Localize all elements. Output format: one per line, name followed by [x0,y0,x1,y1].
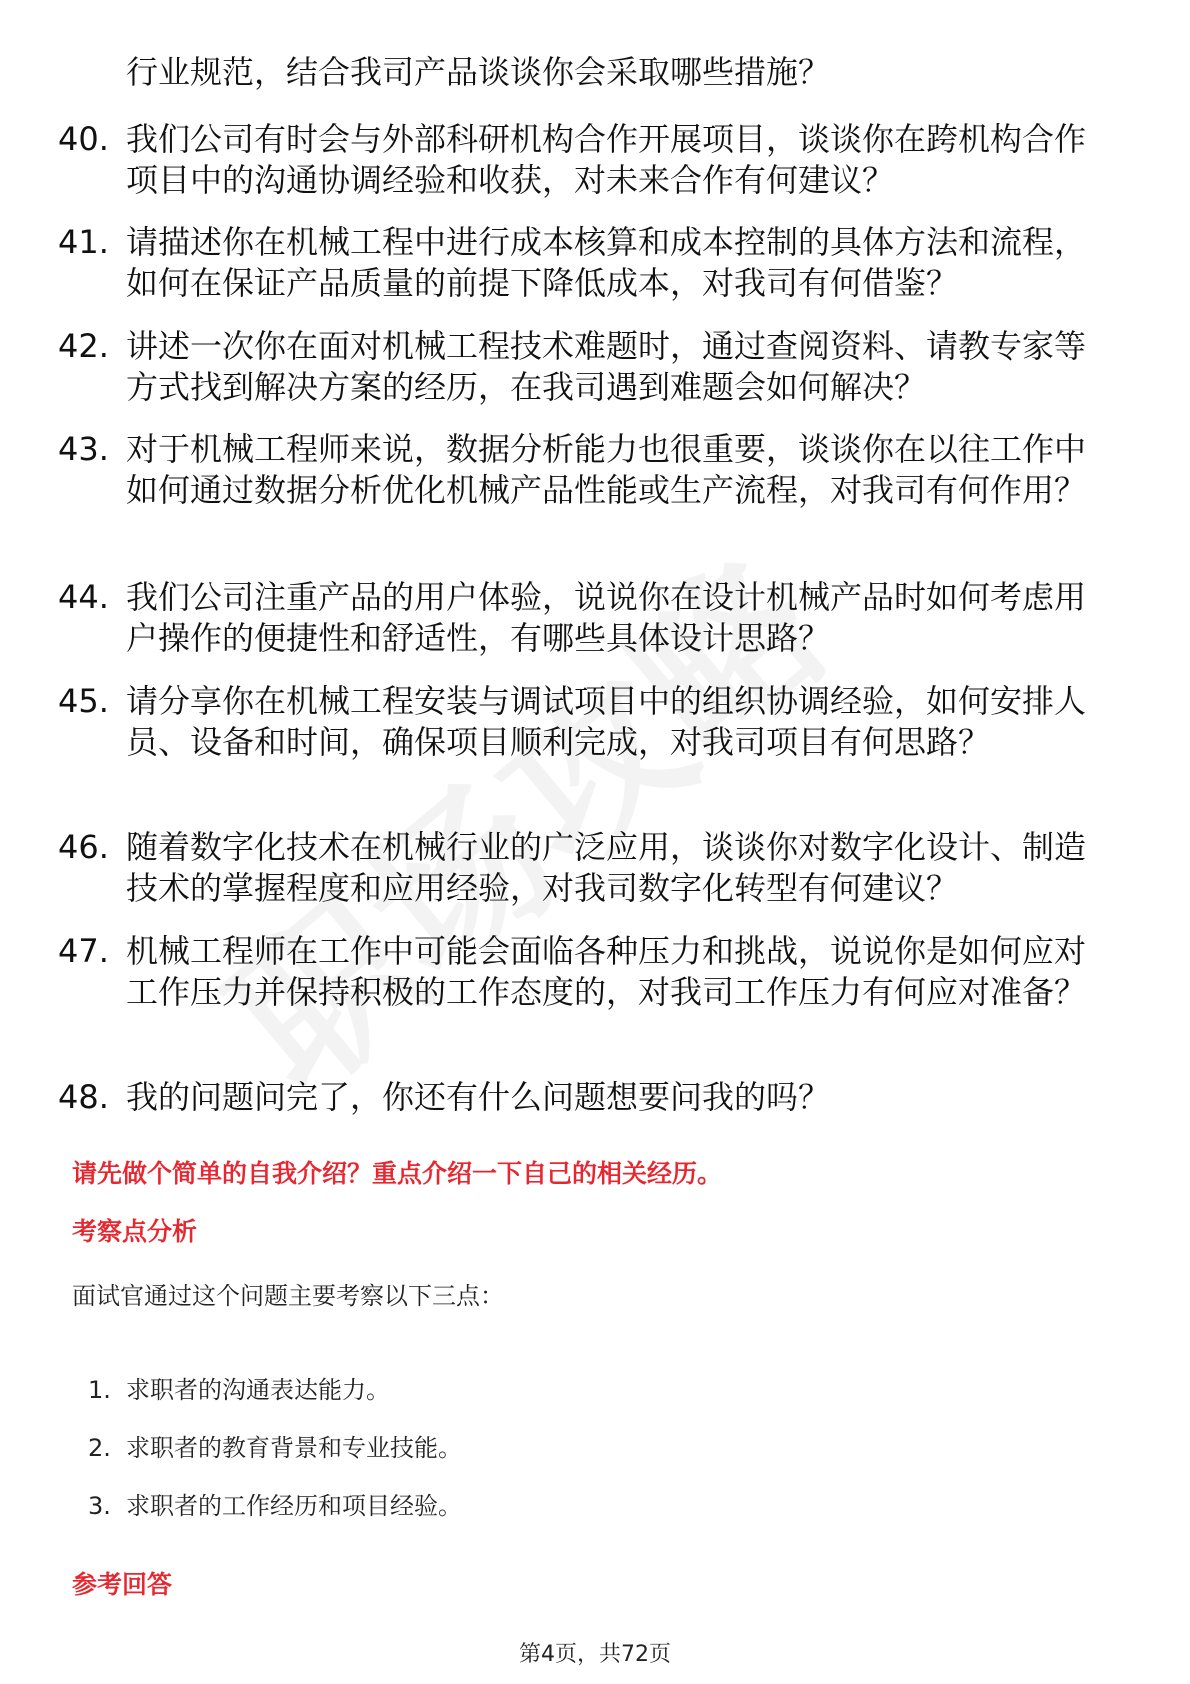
analysis-text: 面试官通过这个问题主要考察以下三点： [72,1282,504,1310]
question-number: 41. [58,223,109,261]
question-text: 讲述一次你在面对机械工程技术难题时，通过查阅资料、请教专家等方式找到解决方案的经历，在我司遇到难题会如何解决？ [126,327,1087,406]
point-number: 2. [88,1434,111,1462]
point-number: 1. [88,1376,111,1404]
point-text: 求职者的工作经历和项目经验。 [126,1492,462,1520]
question-number: 43. [58,430,109,468]
question-number: 42. [58,327,109,365]
list-item [58,119,1118,201]
question-text: 我们公司有时会与外部科研机构合作开展项目，谈谈你在跨机构合作项目中的沟通协调经验和收获，对未来合作有何建议？ [126,120,1087,199]
list-item [88,1428,462,1463]
reference-heading: 参考回答 [72,1570,173,1599]
list-item [58,429,1118,511]
question-text: 机械工程师在工作中可能会面临各种压力和挑战，说说你是如何应对工作压力并保持积极的工作态度的，对我司工作压力有何应对准备？ [126,932,1087,1011]
list-item [58,681,1118,763]
point-number: 3. [88,1492,111,1520]
question-text: 请描述你在机械工程中进行成本核算和成本控制的具体方法和流程，如何在保证产品质量的前提下降低成本，对我司有何借鉴？ [126,223,1087,302]
question-text: 行业规范，结合我司产品谈谈你会采取哪些措施？ [126,53,831,91]
list-item [58,326,1118,408]
question-number: 40. [58,120,109,158]
list-item [58,52,1118,93]
question-text: 我们公司注重产品的用户体验，说说你在设计机械产品时如何考虑用户操作的便捷性和舒适性，有哪些具体设计思路？ [126,578,1087,657]
list-item [58,827,1118,909]
question-text: 随着数字化技术在机械行业的广泛应用，谈谈你对数字化设计、制造技术的掌握程度和应用经验，对我司数字化转型有何建议？ [126,828,1087,907]
question-number: 44. [58,578,109,616]
analysis-heading: 考察点分析 [72,1217,198,1246]
list-item [88,1486,462,1521]
list-item [58,577,1118,659]
list-item [58,931,1118,1013]
list-item [88,1370,390,1405]
question-number: 45. [58,682,109,720]
list-item [58,1077,1118,1118]
question-number: 48. [58,1078,109,1116]
question-number: 46. [58,828,109,866]
point-text: 求职者的沟通表达能力。 [126,1376,390,1404]
question-text: 请分享你在机械工程安装与调试项目中的组织协调经验，如何安排人员、设备和时间，确保项目顺利完成，对我司项目有何思路？ [126,682,1087,761]
list-item [58,222,1118,304]
point-text: 求职者的教育背景和专业技能。 [126,1434,462,1462]
page-footer: 第4页，共72页 [519,1642,671,1667]
intro-question: 请先做个简单的自我介绍？重点介绍一下自己的相关经历。 [72,1159,723,1188]
question-text: 我的问题问完了，你还有什么问题想要问我的吗？ [126,1078,831,1116]
question-number: 47. [58,932,109,970]
question-text: 对于机械工程师来说，数据分析能力也很重要，谈谈你在以往工作中如何通过数据分析优化机械产品性能或生产流程，对我司有何作用？ [126,430,1087,509]
